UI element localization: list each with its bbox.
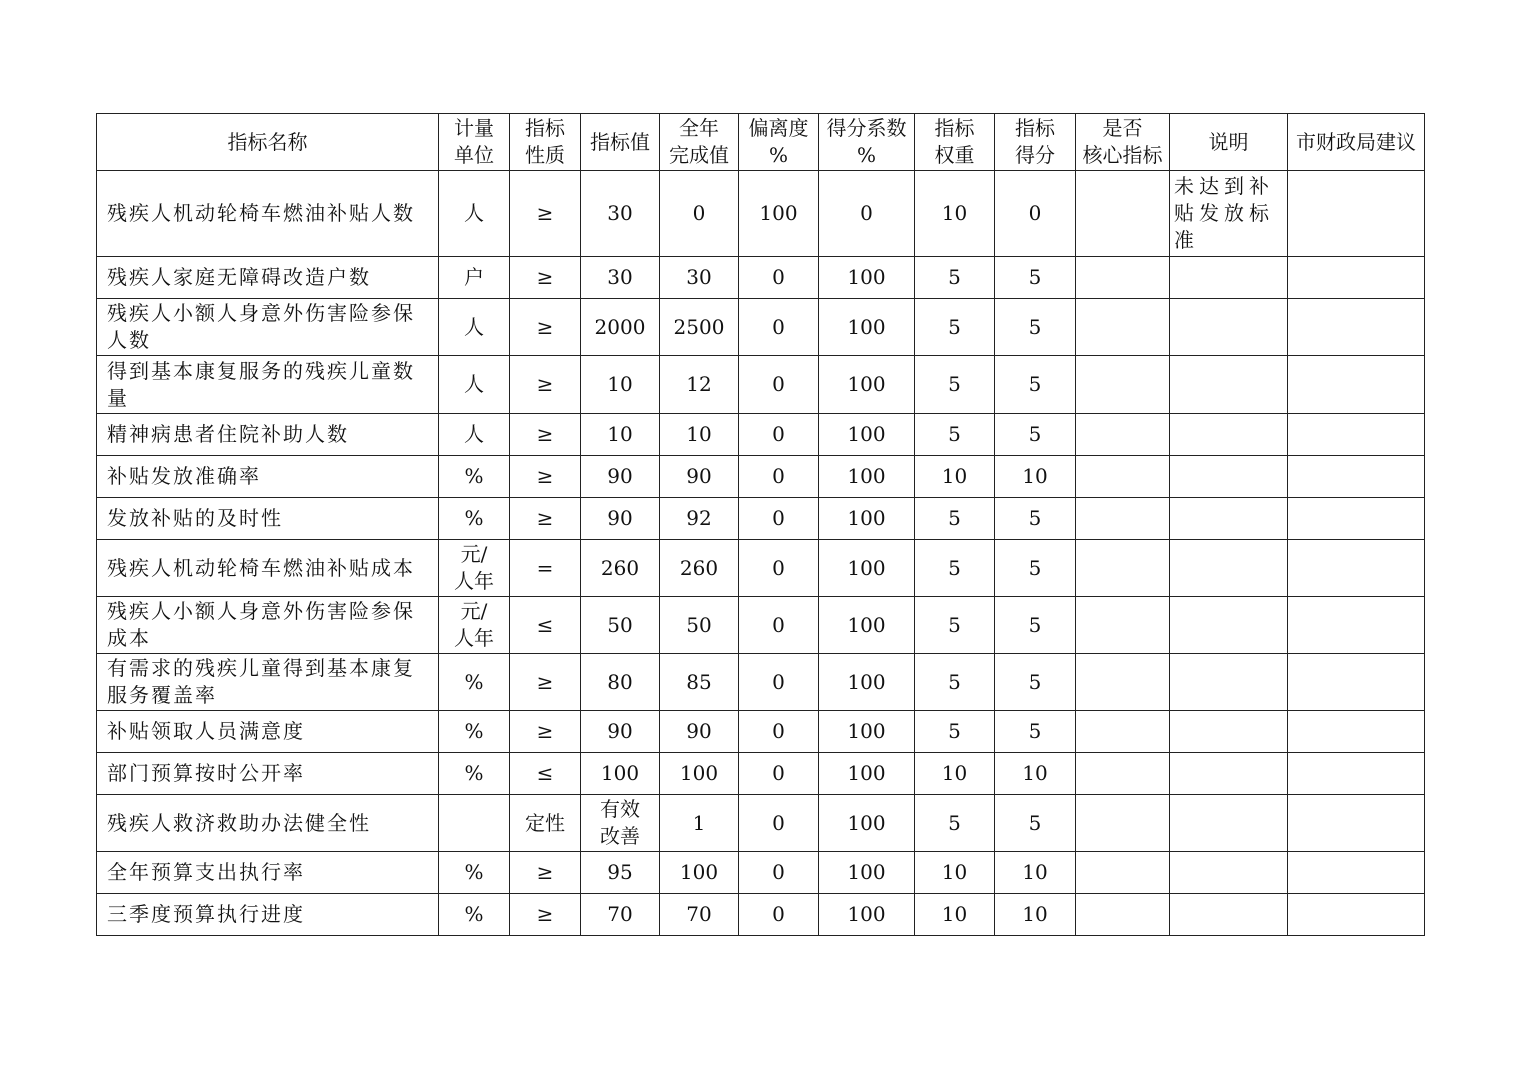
cell-actual: 30 bbox=[660, 257, 739, 299]
cell-deviation: 0 bbox=[739, 414, 819, 456]
cell-target: 70 bbox=[581, 894, 660, 936]
cell-note bbox=[1170, 540, 1288, 597]
cell-score: 10 bbox=[995, 894, 1076, 936]
cell-coef: 100 bbox=[819, 795, 915, 852]
cell-target: 260 bbox=[581, 540, 660, 597]
header-row bbox=[97, 114, 1425, 171]
table-row bbox=[97, 299, 1425, 356]
cell-actual: 70 bbox=[660, 894, 739, 936]
cell-note bbox=[1170, 654, 1288, 711]
cell-core bbox=[1076, 171, 1170, 257]
cell-core bbox=[1076, 540, 1170, 597]
cell-weight: 5 bbox=[915, 795, 995, 852]
cell-coef: 100 bbox=[819, 894, 915, 936]
cell-coef: 100 bbox=[819, 498, 915, 540]
cell-deviation: 0 bbox=[739, 795, 819, 852]
cell-target: 100 bbox=[581, 753, 660, 795]
cell-note bbox=[1170, 753, 1288, 795]
cell-nature: ≥ bbox=[510, 456, 581, 498]
cell-deviation: 0 bbox=[739, 257, 819, 299]
cell-advice bbox=[1288, 654, 1425, 711]
cell-core bbox=[1076, 711, 1170, 753]
cell-deviation: 0 bbox=[739, 597, 819, 654]
cell-advice bbox=[1288, 852, 1425, 894]
column-header-actual: 全年 完成值 bbox=[660, 114, 739, 171]
cell-coef: 100 bbox=[819, 414, 915, 456]
cell-target: 10 bbox=[581, 414, 660, 456]
cell-score: 10 bbox=[995, 456, 1076, 498]
table-row bbox=[97, 356, 1425, 414]
cell-core bbox=[1076, 894, 1170, 936]
cell-target: 有效改善 bbox=[581, 795, 660, 852]
cell-nature: ≥ bbox=[510, 414, 581, 456]
cell-weight: 5 bbox=[915, 356, 995, 414]
cell-weight: 5 bbox=[915, 711, 995, 753]
table-row bbox=[97, 257, 1425, 299]
cell-score: 0 bbox=[995, 171, 1076, 257]
cell-core bbox=[1076, 753, 1170, 795]
cell-coef: 100 bbox=[819, 456, 915, 498]
cell-deviation: 0 bbox=[739, 852, 819, 894]
cell-target: 30 bbox=[581, 171, 660, 257]
cell-deviation: 0 bbox=[739, 711, 819, 753]
cell-note bbox=[1170, 257, 1288, 299]
cell-deviation: 100 bbox=[739, 171, 819, 257]
cell-deviation: 0 bbox=[739, 299, 819, 356]
cell-nature: ≥ bbox=[510, 257, 581, 299]
cell-weight: 5 bbox=[915, 414, 995, 456]
cell-unit: 人 bbox=[439, 356, 510, 414]
cell-core bbox=[1076, 852, 1170, 894]
table-row bbox=[97, 597, 1425, 654]
cell-weight: 10 bbox=[915, 456, 995, 498]
cell-core bbox=[1076, 456, 1170, 498]
cell-core bbox=[1076, 299, 1170, 356]
cell-score: 5 bbox=[995, 654, 1076, 711]
table-row bbox=[97, 795, 1425, 852]
cell-note bbox=[1170, 795, 1288, 852]
cell-score: 5 bbox=[995, 597, 1076, 654]
table-row bbox=[97, 498, 1425, 540]
cell-nature: ≤ bbox=[510, 753, 581, 795]
cell-unit: 元/人年 bbox=[439, 597, 510, 654]
cell-advice bbox=[1288, 711, 1425, 753]
cell-advice bbox=[1288, 456, 1425, 498]
cell-actual: 100 bbox=[660, 852, 739, 894]
table-row bbox=[97, 171, 1425, 257]
cell-core bbox=[1076, 795, 1170, 852]
cell-weight: 5 bbox=[915, 540, 995, 597]
cell-deviation: 0 bbox=[739, 654, 819, 711]
table-row bbox=[97, 654, 1425, 711]
cell-target: 50 bbox=[581, 597, 660, 654]
cell-unit: % bbox=[439, 894, 510, 936]
cell-nature: ≥ bbox=[510, 299, 581, 356]
cell-note bbox=[1170, 852, 1288, 894]
cell-unit: % bbox=[439, 711, 510, 753]
table-row bbox=[97, 540, 1425, 597]
cell-target: 10 bbox=[581, 356, 660, 414]
cell-note: 未达到补贴发放标准 bbox=[1170, 171, 1288, 257]
cell-advice bbox=[1288, 597, 1425, 654]
cell-deviation: 0 bbox=[739, 753, 819, 795]
column-header-unit: 计量 单位 bbox=[439, 114, 510, 171]
cell-advice bbox=[1288, 299, 1425, 356]
cell-nature: ≥ bbox=[510, 654, 581, 711]
cell-actual: 90 bbox=[660, 456, 739, 498]
cell-core bbox=[1076, 257, 1170, 299]
cell-note bbox=[1170, 498, 1288, 540]
cell-core bbox=[1076, 654, 1170, 711]
cell-note bbox=[1170, 597, 1288, 654]
cell-coef: 100 bbox=[819, 852, 915, 894]
cell-actual: 100 bbox=[660, 753, 739, 795]
column-header-nature: 指标 性质 bbox=[510, 114, 581, 171]
cell-score: 5 bbox=[995, 795, 1076, 852]
cell-advice bbox=[1288, 356, 1425, 414]
cell-name: 残疾人小额人身意外伤害险参保成本 bbox=[97, 597, 439, 654]
cell-advice bbox=[1288, 498, 1425, 540]
cell-nature: ≥ bbox=[510, 171, 581, 257]
cell-actual: 50 bbox=[660, 597, 739, 654]
cell-nature: ≤ bbox=[510, 597, 581, 654]
cell-note bbox=[1170, 711, 1288, 753]
cell-coef: 100 bbox=[819, 597, 915, 654]
cell-advice bbox=[1288, 414, 1425, 456]
cell-note bbox=[1170, 456, 1288, 498]
cell-unit: 户 bbox=[439, 257, 510, 299]
cell-unit: % bbox=[439, 654, 510, 711]
cell-name: 精神病患者住院补助人数 bbox=[97, 414, 439, 456]
cell-nature: ≥ bbox=[510, 711, 581, 753]
cell-note bbox=[1170, 894, 1288, 936]
cell-name: 有需求的残疾儿童得到基本康复服务覆盖率 bbox=[97, 654, 439, 711]
cell-deviation: 0 bbox=[739, 540, 819, 597]
cell-actual: 85 bbox=[660, 654, 739, 711]
cell-unit bbox=[439, 795, 510, 852]
cell-unit: % bbox=[439, 852, 510, 894]
cell-unit: 人 bbox=[439, 299, 510, 356]
table-row bbox=[97, 753, 1425, 795]
cell-name: 残疾人机动轮椅车燃油补贴人数 bbox=[97, 171, 439, 257]
cell-name: 残疾人家庭无障碍改造户数 bbox=[97, 257, 439, 299]
indicator-table bbox=[96, 113, 1425, 936]
table-row bbox=[97, 711, 1425, 753]
cell-advice bbox=[1288, 894, 1425, 936]
column-header-core: 是否 核心指标 bbox=[1076, 114, 1170, 171]
cell-unit: % bbox=[439, 498, 510, 540]
cell-nature: ≥ bbox=[510, 894, 581, 936]
table-body bbox=[97, 171, 1425, 936]
cell-name: 全年预算支出执行率 bbox=[97, 852, 439, 894]
cell-target: 30 bbox=[581, 257, 660, 299]
cell-coef: 100 bbox=[819, 356, 915, 414]
cell-weight: 5 bbox=[915, 597, 995, 654]
cell-actual: 10 bbox=[660, 414, 739, 456]
cell-actual: 0 bbox=[660, 171, 739, 257]
cell-deviation: 0 bbox=[739, 894, 819, 936]
cell-score: 5 bbox=[995, 540, 1076, 597]
cell-score: 5 bbox=[995, 498, 1076, 540]
cell-unit: 人 bbox=[439, 171, 510, 257]
cell-score: 5 bbox=[995, 414, 1076, 456]
cell-note bbox=[1170, 299, 1288, 356]
cell-target: 90 bbox=[581, 498, 660, 540]
cell-name: 残疾人小额人身意外伤害险参保人数 bbox=[97, 299, 439, 356]
cell-name: 发放补贴的及时性 bbox=[97, 498, 439, 540]
cell-nature: 定性 bbox=[510, 795, 581, 852]
table-row bbox=[97, 456, 1425, 498]
cell-note bbox=[1170, 414, 1288, 456]
cell-weight: 10 bbox=[915, 852, 995, 894]
cell-score: 10 bbox=[995, 753, 1076, 795]
column-header-advice: 市财政局建议 bbox=[1288, 114, 1425, 171]
cell-unit: 人 bbox=[439, 414, 510, 456]
cell-weight: 10 bbox=[915, 894, 995, 936]
cell-advice bbox=[1288, 753, 1425, 795]
cell-deviation: 0 bbox=[739, 498, 819, 540]
cell-advice bbox=[1288, 540, 1425, 597]
cell-core bbox=[1076, 498, 1170, 540]
cell-nature: = bbox=[510, 540, 581, 597]
cell-weight: 5 bbox=[915, 654, 995, 711]
cell-coef: 100 bbox=[819, 711, 915, 753]
cell-advice bbox=[1288, 171, 1425, 257]
cell-deviation: 0 bbox=[739, 356, 819, 414]
cell-name: 残疾人救济救助办法健全性 bbox=[97, 795, 439, 852]
column-header-target: 指标值 bbox=[581, 114, 660, 171]
cell-actual: 92 bbox=[660, 498, 739, 540]
cell-score: 5 bbox=[995, 356, 1076, 414]
cell-deviation: 0 bbox=[739, 456, 819, 498]
cell-note bbox=[1170, 356, 1288, 414]
cell-weight: 10 bbox=[915, 171, 995, 257]
cell-core bbox=[1076, 597, 1170, 654]
cell-actual: 12 bbox=[660, 356, 739, 414]
table-row bbox=[97, 414, 1425, 456]
cell-name: 三季度预算执行进度 bbox=[97, 894, 439, 936]
cell-weight: 5 bbox=[915, 498, 995, 540]
cell-target: 90 bbox=[581, 456, 660, 498]
cell-target: 95 bbox=[581, 852, 660, 894]
cell-target: 2000 bbox=[581, 299, 660, 356]
cell-nature: ≥ bbox=[510, 852, 581, 894]
cell-coef: 100 bbox=[819, 540, 915, 597]
cell-nature: ≥ bbox=[510, 498, 581, 540]
cell-weight: 5 bbox=[915, 299, 995, 356]
cell-unit: % bbox=[439, 456, 510, 498]
cell-actual: 1 bbox=[660, 795, 739, 852]
column-header-name: 指标名称 bbox=[97, 114, 439, 171]
cell-actual: 90 bbox=[660, 711, 739, 753]
cell-score: 10 bbox=[995, 852, 1076, 894]
column-header-deviation: 偏离度 % bbox=[739, 114, 819, 171]
cell-coef: 100 bbox=[819, 257, 915, 299]
cell-unit: 元/人年 bbox=[439, 540, 510, 597]
cell-actual: 260 bbox=[660, 540, 739, 597]
cell-score: 5 bbox=[995, 299, 1076, 356]
cell-actual: 2500 bbox=[660, 299, 739, 356]
column-header-note: 说明 bbox=[1170, 114, 1288, 171]
cell-name: 补贴发放准确率 bbox=[97, 456, 439, 498]
cell-nature: ≥ bbox=[510, 356, 581, 414]
cell-coef: 0 bbox=[819, 171, 915, 257]
cell-name: 补贴领取人员满意度 bbox=[97, 711, 439, 753]
cell-name: 得到基本康复服务的残疾儿童数量 bbox=[97, 356, 439, 414]
cell-core bbox=[1076, 356, 1170, 414]
table-row bbox=[97, 894, 1425, 936]
cell-target: 90 bbox=[581, 711, 660, 753]
column-header-score: 指标 得分 bbox=[995, 114, 1076, 171]
cell-weight: 10 bbox=[915, 753, 995, 795]
cell-score: 5 bbox=[995, 711, 1076, 753]
cell-coef: 100 bbox=[819, 299, 915, 356]
cell-score: 5 bbox=[995, 257, 1076, 299]
table-header bbox=[97, 114, 1425, 171]
cell-unit: % bbox=[439, 753, 510, 795]
cell-name: 残疾人机动轮椅车燃油补贴成本 bbox=[97, 540, 439, 597]
cell-coef: 100 bbox=[819, 654, 915, 711]
table-row bbox=[97, 852, 1425, 894]
column-header-weight: 指标 权重 bbox=[915, 114, 995, 171]
cell-core bbox=[1076, 414, 1170, 456]
cell-coef: 100 bbox=[819, 753, 915, 795]
cell-advice bbox=[1288, 257, 1425, 299]
cell-target: 80 bbox=[581, 654, 660, 711]
cell-name: 部门预算按时公开率 bbox=[97, 753, 439, 795]
column-header-coef: 得分系数 % bbox=[819, 114, 915, 171]
cell-advice bbox=[1288, 795, 1425, 852]
cell-weight: 5 bbox=[915, 257, 995, 299]
